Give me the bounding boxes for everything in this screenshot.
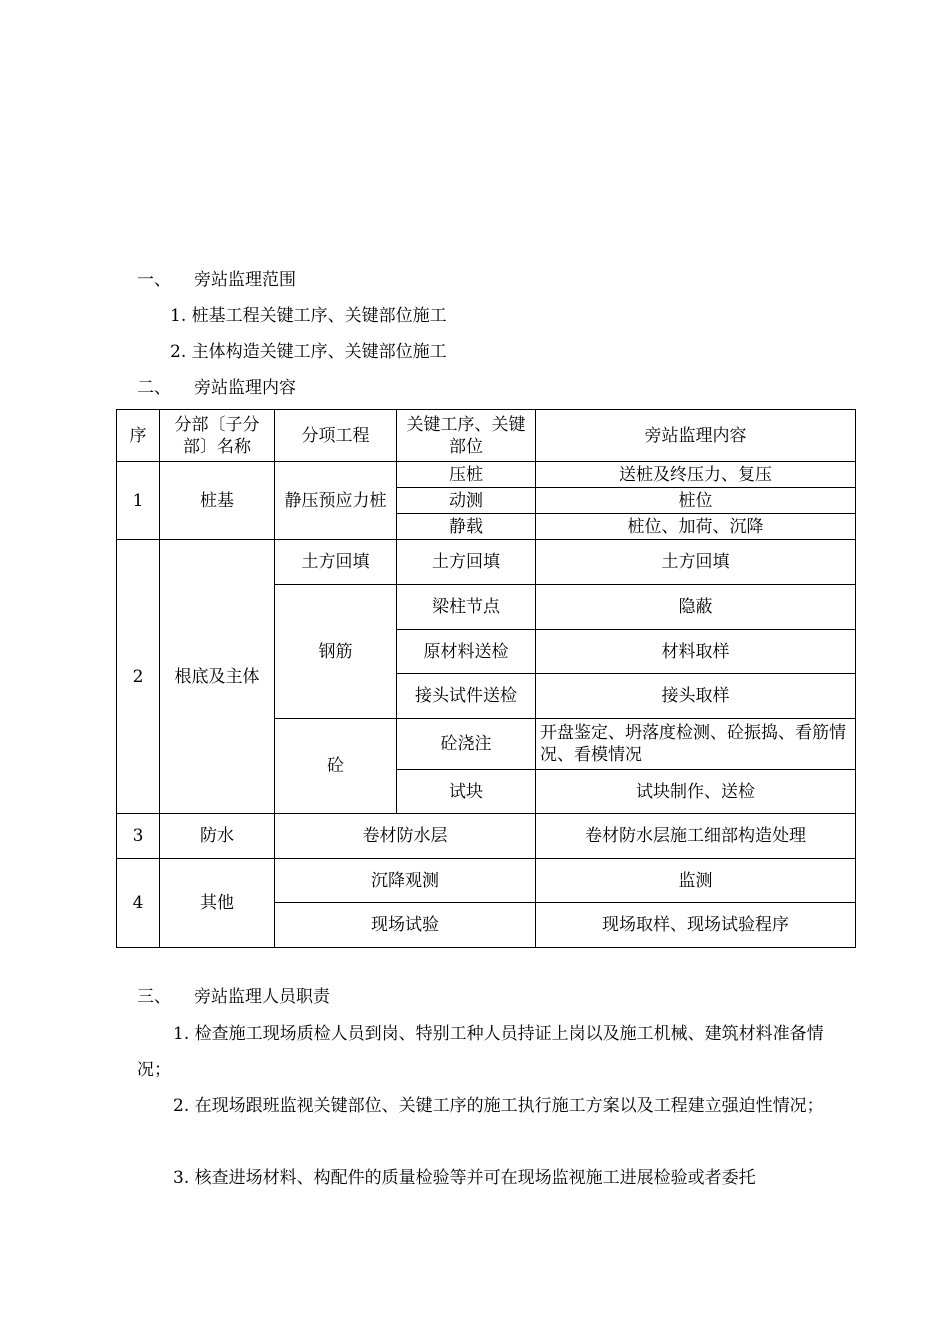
supervision-content: 桩位	[536, 488, 856, 514]
row-number: 2	[117, 540, 160, 814]
header-cell: 分部〔子分部〕名称	[160, 410, 275, 462]
section-title: 旁站监理内容	[194, 378, 296, 398]
table-row	[117, 859, 856, 903]
item-name: 砼	[275, 719, 397, 814]
key-process: 原材料送检	[397, 630, 536, 674]
supervision-content: 桩位、加荷、沉降	[536, 514, 856, 540]
item-name: 现场试验	[275, 903, 536, 948]
key-process: 土方回填	[397, 540, 536, 585]
key-process: 动测	[397, 488, 536, 514]
supervision-content: 土方回填	[536, 540, 856, 585]
part-name: 根底及主体	[160, 540, 275, 814]
duty-paragraph-2: 2. 在现场跟班监视关键部位、关键工序的施工执行施工方案以及工程建立强迫性情况；	[173, 1096, 824, 1116]
section-title: 旁站监理人员职责	[194, 987, 330, 1007]
header-cell: 旁站监理内容	[536, 410, 856, 462]
section-title: 旁站监理范围	[194, 270, 296, 290]
key-process: 接头试件送检	[397, 674, 536, 719]
header-cell: 分项工程	[275, 410, 397, 462]
row-number: 4	[117, 859, 160, 948]
part-name: 其他	[160, 859, 275, 948]
duty-paragraph-1: 1. 检查施工现场质检人员到岗、特别工种人员持证上岗以及施工机械、建筑材料准备情况；	[137, 1024, 824, 1080]
supervision-content: 试块制作、送检	[536, 770, 856, 814]
part-name: 桩基	[160, 462, 275, 540]
supervision-content: 送桩及终压力、复压	[536, 462, 856, 488]
supervision-content: 卷材防水层施工细部构造处理	[536, 814, 856, 859]
table-row	[117, 540, 856, 585]
table-row	[117, 462, 856, 488]
supervision-content: 隐蔽	[536, 585, 856, 630]
supervision-table	[116, 409, 856, 948]
part-name: 防水	[160, 814, 275, 859]
key-process: 静载	[397, 514, 536, 540]
row-number: 3	[117, 814, 160, 859]
row-number: 1	[117, 462, 160, 540]
section-number: 一、	[137, 270, 171, 290]
scope-item-1: 1. 桩基工程关键工序、关键部位施工	[170, 306, 447, 326]
section-heading-3	[137, 986, 330, 1008]
supervision-content: 开盘鉴定、坍落度检测、砼振捣、看筋情况、看模情况	[536, 719, 856, 770]
header-cell: 关键工序、关键部位	[397, 410, 536, 462]
table-header-row	[117, 410, 856, 462]
item-name: 土方回填	[275, 540, 397, 585]
duty-paragraph-3: 3. 核查进场材料、构配件的质量检验等并可在现场监视施工进展检验或者委托	[173, 1168, 756, 1188]
section-number: 二、	[137, 378, 171, 398]
supervision-content: 材料取样	[536, 630, 856, 674]
scope-item-2: 2. 主体构造关键工序、关键部位施工	[170, 342, 447, 362]
item-name: 沉降观测	[275, 859, 536, 903]
section-heading-1	[137, 269, 296, 291]
key-process: 梁柱节点	[397, 585, 536, 630]
item-name: 卷材防水层	[275, 814, 536, 859]
item-name: 钢筋	[275, 585, 397, 719]
header-cell: 序	[117, 410, 160, 462]
key-process: 试块	[397, 770, 536, 814]
supervision-content: 现场取样、现场试验程序	[536, 903, 856, 948]
key-process: 压桩	[397, 462, 536, 488]
section-heading-2	[137, 377, 296, 399]
supervision-content: 接头取样	[536, 674, 856, 719]
table-row	[117, 814, 856, 859]
key-process: 砼浇注	[397, 719, 536, 770]
section-number: 三、	[137, 987, 171, 1007]
supervision-content: 监测	[536, 859, 856, 903]
item-name: 静压预应力桩	[275, 462, 397, 540]
